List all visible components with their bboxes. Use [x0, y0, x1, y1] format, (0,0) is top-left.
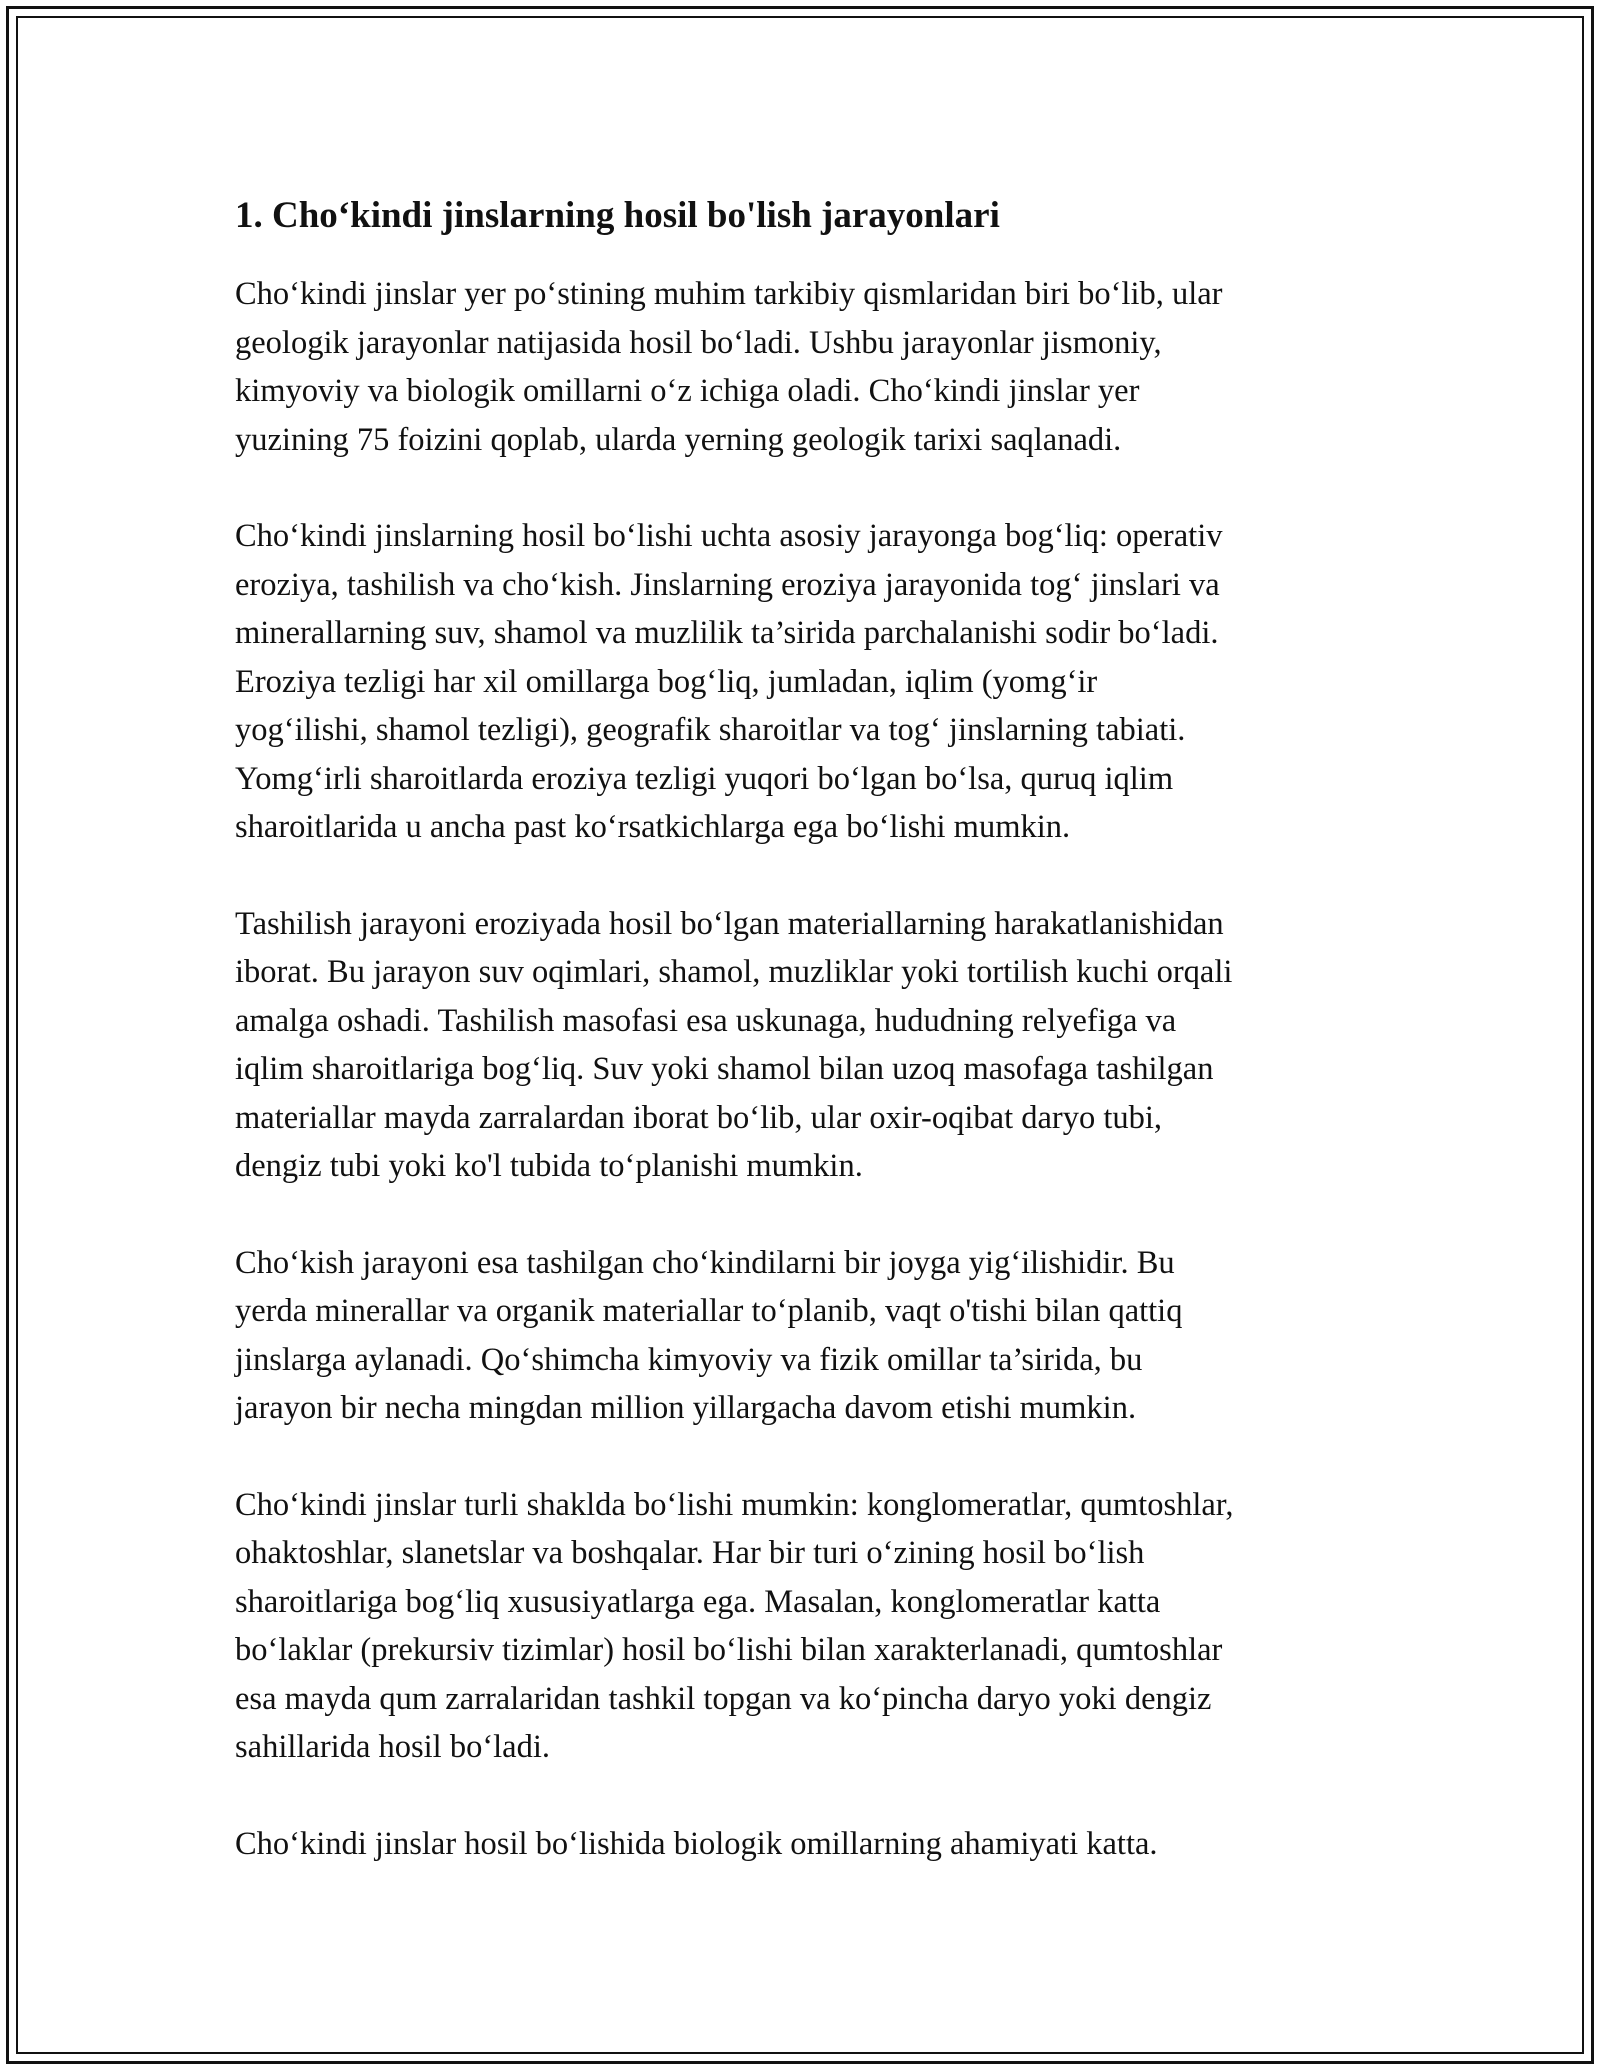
text-line: kimyoviy va biologik omillarni o‘z ichiga oladi. Cho‘kindi jinslar yer — [235, 373, 1140, 409]
text-line: Yomg‘irli sharoitlarda eroziya tezligi yuqori bo‘lgan bo‘lsa, quruq iqlim — [235, 760, 1174, 797]
text-line: bo‘laklar (prekursiv tizimlar) hosil bo‘lishi bilan xarakterlanadi, qumtoshlar — [235, 1632, 1223, 1668]
text-line: geologik jarayonlar natijasida hosil bo‘ladi. Ushbu jarayonlar jismoniy, — [235, 324, 1162, 361]
paragraph-transport — [235, 900, 1395, 1191]
text-line: Cho‘kindi jinslar hosil bo‘lishida biologik omillarning ahamiyati katta. — [235, 1825, 1158, 1862]
text-line: eroziya, tashilish va cho‘kish. Jinslarning eroziya jarayonida tog‘ jinslari va — [235, 566, 1220, 603]
text-line: Eroziya tezligi har xil omillarga bog‘liq, jumladan, iqlim (yomg‘ir — [235, 663, 1098, 700]
text-line: minerallarning suv, shamol va muzlilik ta’sirida parchalanishi sodir bo‘ladi. — [235, 615, 1219, 651]
paragraph-biological — [235, 1820, 1395, 1869]
text-line: yog‘ilishi, shamol tezligi), geografik sharoitlar va tog‘ jinslarning tabiati. — [235, 712, 1186, 748]
document-title: 1. Cho‘kindi jinslarning hosil bo'lish jarayonlari — [235, 195, 1000, 236]
paragraph-erosion — [235, 512, 1395, 852]
text-line: sahillarida hosil bo‘ladi. — [235, 1729, 551, 1765]
text-line: Cho‘kish jarayoni esa tashilgan cho‘kindilarni bir joyga yig‘ilishidir. Bu — [235, 1244, 1175, 1281]
paragraph-intro — [235, 270, 1395, 464]
text-line: jarayon bir necha mingdan million yillargacha davom etishi mumkin. — [235, 1390, 1137, 1426]
text-line: iborat. Bu jarayon suv oqimlari, shamol, muzliklar yoki tortilish kuchi orqali — [235, 954, 1233, 990]
text-line: yuzining 75 foizini qoplab, ularda yerning geologik tarixi saqlanadi. — [235, 421, 1122, 458]
text-line: Cho‘kindi jinslarning hosil bo‘lishi uchta asosiy jarayonga bog‘liq: operativ — [235, 518, 1223, 554]
text-line: Cho‘kindi jinslar turli shaklda bo‘lishi mumkin: konglomeratlar, qumtoshlar, — [235, 1486, 1234, 1523]
text-line: esa mayda qum zarralaridan tashkil topgan va ko‘pincha daryo yoki dengiz — [235, 1680, 1212, 1717]
text-line: Tashilish jarayoni eroziyada hosil bo‘lgan materiallarning harakatlanishidan — [235, 905, 1224, 942]
text-line: dengiz tubi yoki ko'l tubida to‘planishi mumkin. — [235, 1148, 863, 1184]
text-line: yerda minerallar va organik materiallar to‘planib, vaqt o'tishi bilan qattiq — [235, 1293, 1183, 1329]
text-line: jinslarga aylanadi. Qo‘shimcha kimyoviy va fizik omillar ta’sirida, bu — [235, 1341, 1143, 1378]
text-line: Cho‘kindi jinslar yer po‘stining muhim tarkibiy qismlaridan biri bo‘lib, ular — [235, 276, 1223, 312]
document-body — [235, 188, 1395, 1916]
text-line: ohaktoshlar, slanetslar va boshqalar. Har bir turi o‘zining hosil bo‘lish — [235, 1535, 1145, 1571]
text-line: iqlim sharoitlariga bog‘liq. Suv yoki shamol bilan uzoq masofaga tashilgan — [235, 1051, 1214, 1087]
text-line: sharoitlarida u ancha past ko‘rsatkichlarga ega bo‘lishi mumkin. — [235, 809, 1071, 845]
text-line: amalga oshadi. Tashilish masofasi esa uskunaga, hududning relyefiga va — [235, 1002, 1177, 1039]
paragraph-deposition — [235, 1239, 1395, 1433]
paragraph-rock-types — [235, 1481, 1395, 1772]
text-line: materiallar mayda zarralardan iborat bo‘lib, ular oxir-oqibat daryo tubi, — [235, 1099, 1163, 1136]
text-line: sharoitlariga bog‘liq xususiyatlarga ega. Masalan, konglomeratlar katta — [235, 1583, 1161, 1620]
